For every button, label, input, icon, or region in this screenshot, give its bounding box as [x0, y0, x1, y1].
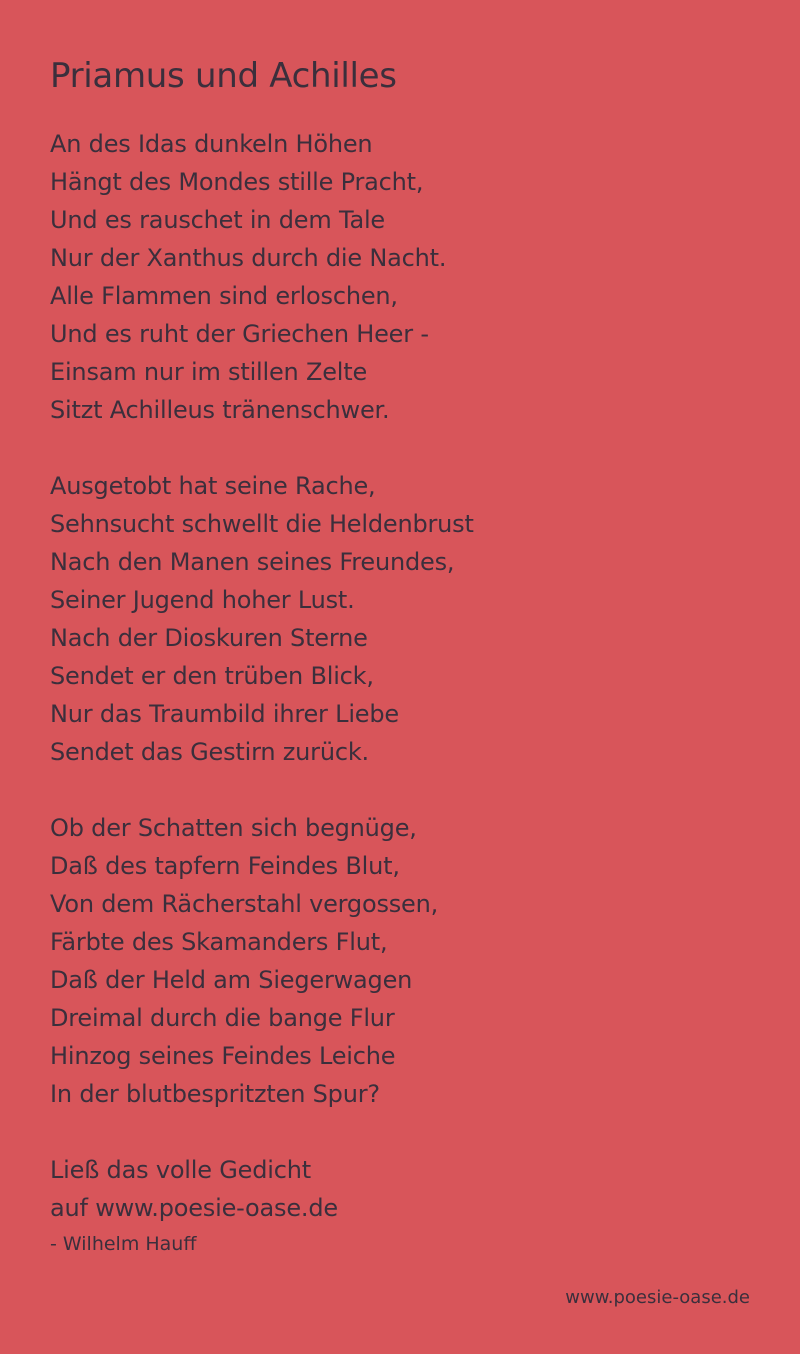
poem-line: Ausgetobt hat seine Rache,: [50, 472, 376, 500]
poem-line: Daß des tapfern Feindes Blut,: [50, 852, 400, 880]
read-more-line: Ließ das volle Gedicht: [50, 1156, 311, 1184]
poem-line: In der blutbespritzten Spur?: [50, 1080, 380, 1108]
read-more-link[interactable]: auf www.poesie-oase.de: [50, 1194, 338, 1222]
poem-title: Priamus und Achilles: [50, 56, 397, 96]
poem-line: Alle Flammen sind erloschen,: [50, 282, 398, 310]
poem-line: Sehnsucht schwellt die Heldenbrust: [50, 510, 474, 538]
poem-line: Nur das Traumbild ihrer Liebe: [50, 700, 399, 728]
poem-line: Daß der Held am Siegerwagen: [50, 966, 413, 994]
poem-line: Und es ruht der Griechen Heer -: [50, 320, 429, 348]
poem-line: Nur der Xanthus durch die Nacht.: [50, 244, 447, 272]
stanza-2: [50, 467, 770, 771]
poem-line: Sendet er den trüben Blick,: [50, 662, 374, 690]
poem-line: Seiner Jugend hoher Lust.: [50, 586, 355, 614]
stanza-3: [50, 809, 770, 1113]
author-credit: - Wilhelm Hauff: [50, 1233, 197, 1255]
read-more-note: [50, 1151, 770, 1227]
poem-line: Einsam nur im stillen Zelte: [50, 358, 368, 386]
poem-line: Ob der Schatten sich begnüge,: [50, 814, 417, 842]
poem-line: Von dem Rächerstahl vergossen,: [50, 890, 439, 918]
stanza-1: [50, 125, 770, 429]
poem-line: Sitzt Achilleus tränenschwer.: [50, 396, 390, 424]
poem-line: Hinzog seines Feindes Leiche: [50, 1042, 396, 1070]
poem-line: Dreimal durch die bange Flur: [50, 1004, 395, 1032]
poem-line: Nach den Manen seines Freundes,: [50, 548, 455, 576]
site-watermark: www.poesie-oase.de: [565, 1287, 750, 1308]
poem-line: Färbte des Skamanders Flut,: [50, 928, 388, 956]
poem-line: An des Idas dunkeln Höhen: [50, 130, 373, 158]
poem-line: Sendet das Gestirn zurück.: [50, 738, 369, 766]
poem-line: Nach der Dioskuren Sterne: [50, 624, 368, 652]
poem-body: [50, 125, 770, 1259]
poem-line: Und es rauschet in dem Tale: [50, 206, 385, 234]
poem-line: Hängt des Mondes stille Pracht,: [50, 168, 424, 196]
